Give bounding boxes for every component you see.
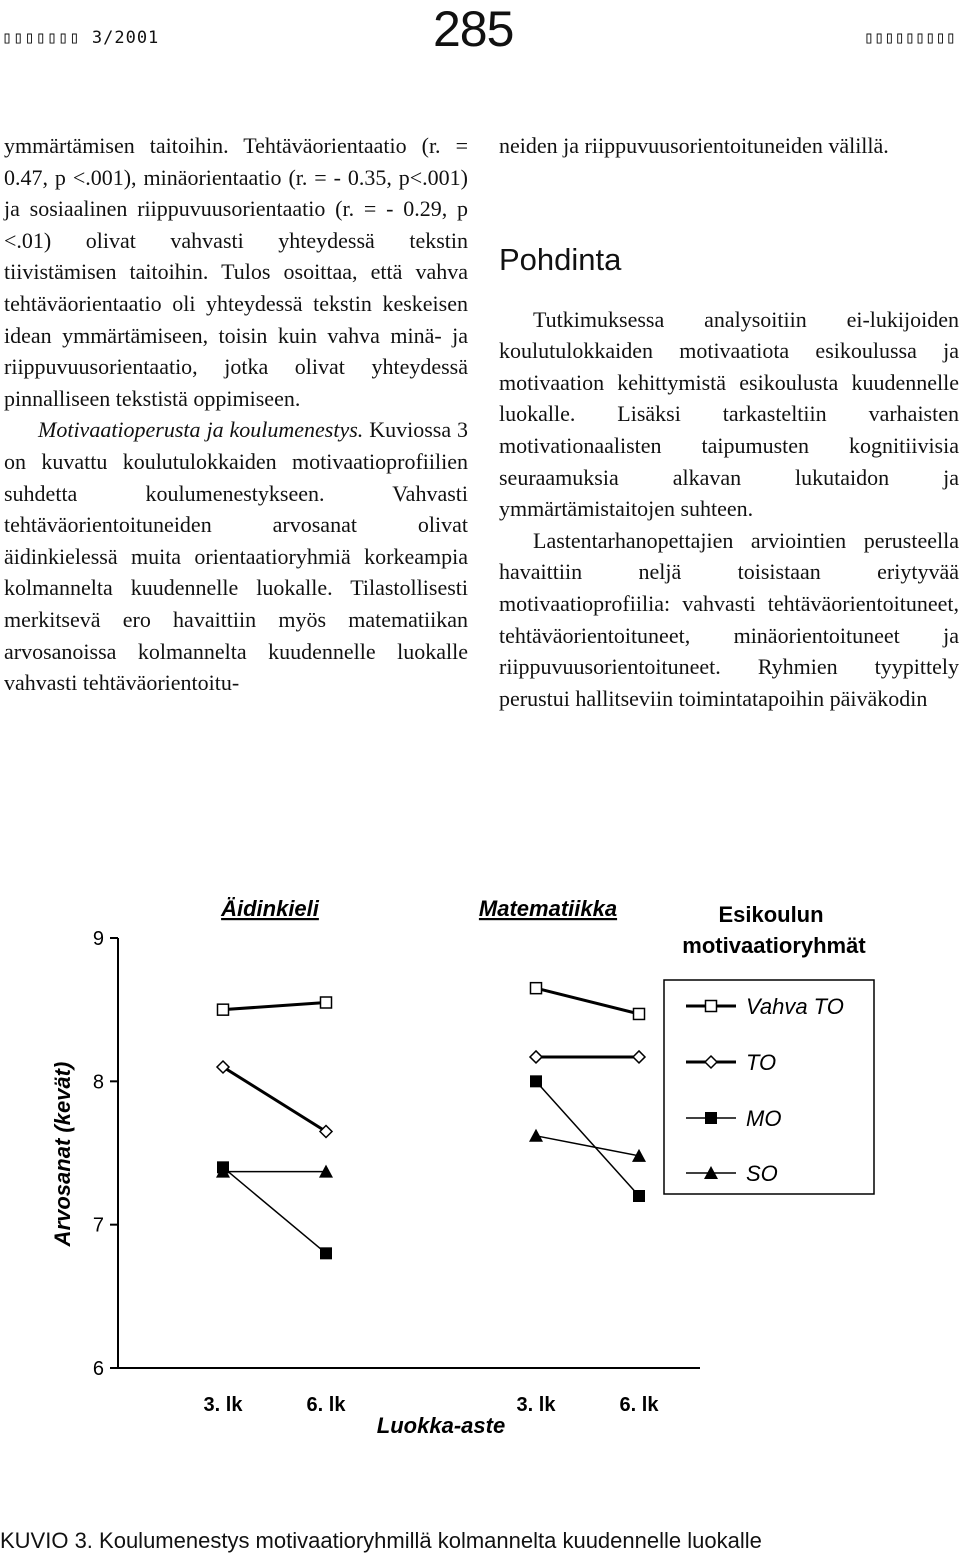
legend-marker-mo: [705, 1112, 717, 1124]
series-line-vahva-to: [536, 988, 639, 1014]
x-tick-label: 6. lk: [306, 1394, 346, 1416]
data-point-to: [530, 1051, 542, 1063]
page-number: 285: [433, 1, 514, 57]
legend-label: Vahva TO: [746, 994, 844, 1019]
run-in-heading: Motivaatioperusta ja koulumenestys.: [38, 417, 364, 443]
legend-label: TO: [746, 1050, 777, 1075]
data-point-vahva-to: [634, 1008, 645, 1019]
y-axis-label: Arvosanat (kevät): [50, 1061, 75, 1247]
panel-title: Matematiikka: [478, 896, 618, 921]
x-tick-label: 3. lk: [203, 1394, 243, 1416]
data-point-vahva-to: [531, 983, 542, 994]
series-line-mo: [223, 1167, 326, 1253]
left-column: [4, 130, 468, 699]
data-point-mo: [530, 1075, 542, 1087]
legend-label: SO: [746, 1161, 778, 1186]
legend-marker-to: [705, 1056, 717, 1068]
legend-label: MO: [746, 1106, 782, 1131]
data-point-mo: [633, 1190, 645, 1202]
figure-caption: KUVIO 3. Koulumenestys motivaatioryhmillä kolmannelta kuudennelle luokalle: [0, 1528, 762, 1553]
y-tick-label: 8: [92, 1071, 104, 1094]
journal-header: ▯▯▯▯▯▯▯ 3/2001: [2, 28, 160, 48]
right-paragraph-0: neiden ja riippuvuusorientoituneiden välillä.: [499, 133, 889, 158]
data-point-vahva-to: [218, 1004, 229, 1015]
header-right-mark: ▯▯▯▯▯▯▯▯▯: [863, 28, 956, 48]
right-column: [499, 130, 959, 714]
y-tick-label: 9: [92, 928, 104, 950]
legend-marker-vahva-to: [706, 1001, 717, 1012]
data-point-mo: [320, 1247, 332, 1259]
figure-3-chart: [0, 880, 960, 1450]
left-paragraph-1: ymmärtämisen taitoihin. Tehtäväorientaatio (r. = 0.47, p <.001), minäorientaatio (r. = - 0.35, p<.001) ja sosiaalinen riippuvuusorientaatio (r. = - 0.29, p <.01) olivat vahvasti yhteydessä tekstin tiivistämisen taitoihin. Tulos osoittaa, että vahva tehtäväorientaatio oli yhteydessä tekstin keskeisen idean ymmärtämiseen, toisin kuin vahva minä- ja riippuvuusorientaatio, jotka olivat yhteydessä pinnalliseen tekstistä oppimiseen.: [4, 133, 468, 411]
series-line-vahva-to: [223, 1003, 326, 1010]
left-paragraph-2: [4, 414, 468, 698]
data-point-to: [633, 1051, 645, 1063]
x-tick-label: 6. lk: [619, 1394, 659, 1416]
data-point-so: [529, 1129, 543, 1142]
x-axis-label: Luokka-aste: [376, 1413, 506, 1438]
y-tick-label: 7: [92, 1214, 104, 1237]
legend-title: Esikoulun: [718, 902, 824, 927]
y-tick-label: 6: [92, 1358, 104, 1380]
left-paragraph-2-text: Kuviossa 3 on kuvattu koulutulokkaiden motivaatioprofiilien suhdetta koulumenestykseen. Vahvasti tehtäväorientoituneiden arvosanat olivat äidinkielessä muita orientaatioryhmiä korkeampia kolmannelta kuudennelle luokalle. Tilastollisesti merkitsevä ero havaittiin myös matematiikan arvosanoissa kolmannelta kuudennelle luokalle vahvasti tehtäväorientoitu-: [4, 417, 468, 696]
right-paragraph-2: Lastentarhanopettajien arviointien perusteella havaittiin neljä toisistaan eriytyvää motivaatioprofiilia: vahvasti tehtäväorientoituneet, tehtäväorientoituneet, minäorientoituneet ja riippuvuusorientoituneet. Ryhmien tyypittely perustui hallitseviin toimintatapoihin päiväkodin: [499, 527, 959, 711]
x-tick-label: 3. lk: [516, 1394, 556, 1416]
series-line-to: [223, 1067, 326, 1132]
right-paragraph-1: Tutkimuksessa analysoitiin ei-lukijoiden koulutulokkaiden motivaatiota esikoulussa ja motivaation kehittymistä esikoulusta kuudennelle luokalle. Lisäksi tarkasteltiin varhaisten motivationaalisten taipumusten kognitiivisia seuraamuksia alkavan lukutaidon ja ymmärtämistaitojen suhteen.: [499, 306, 959, 522]
panel-title: Äidinkieli: [221, 896, 319, 921]
section-heading: Pohdinta: [499, 241, 622, 277]
legend-title: motivaatioryhmät: [682, 933, 866, 958]
data-point-vahva-to: [321, 997, 332, 1008]
